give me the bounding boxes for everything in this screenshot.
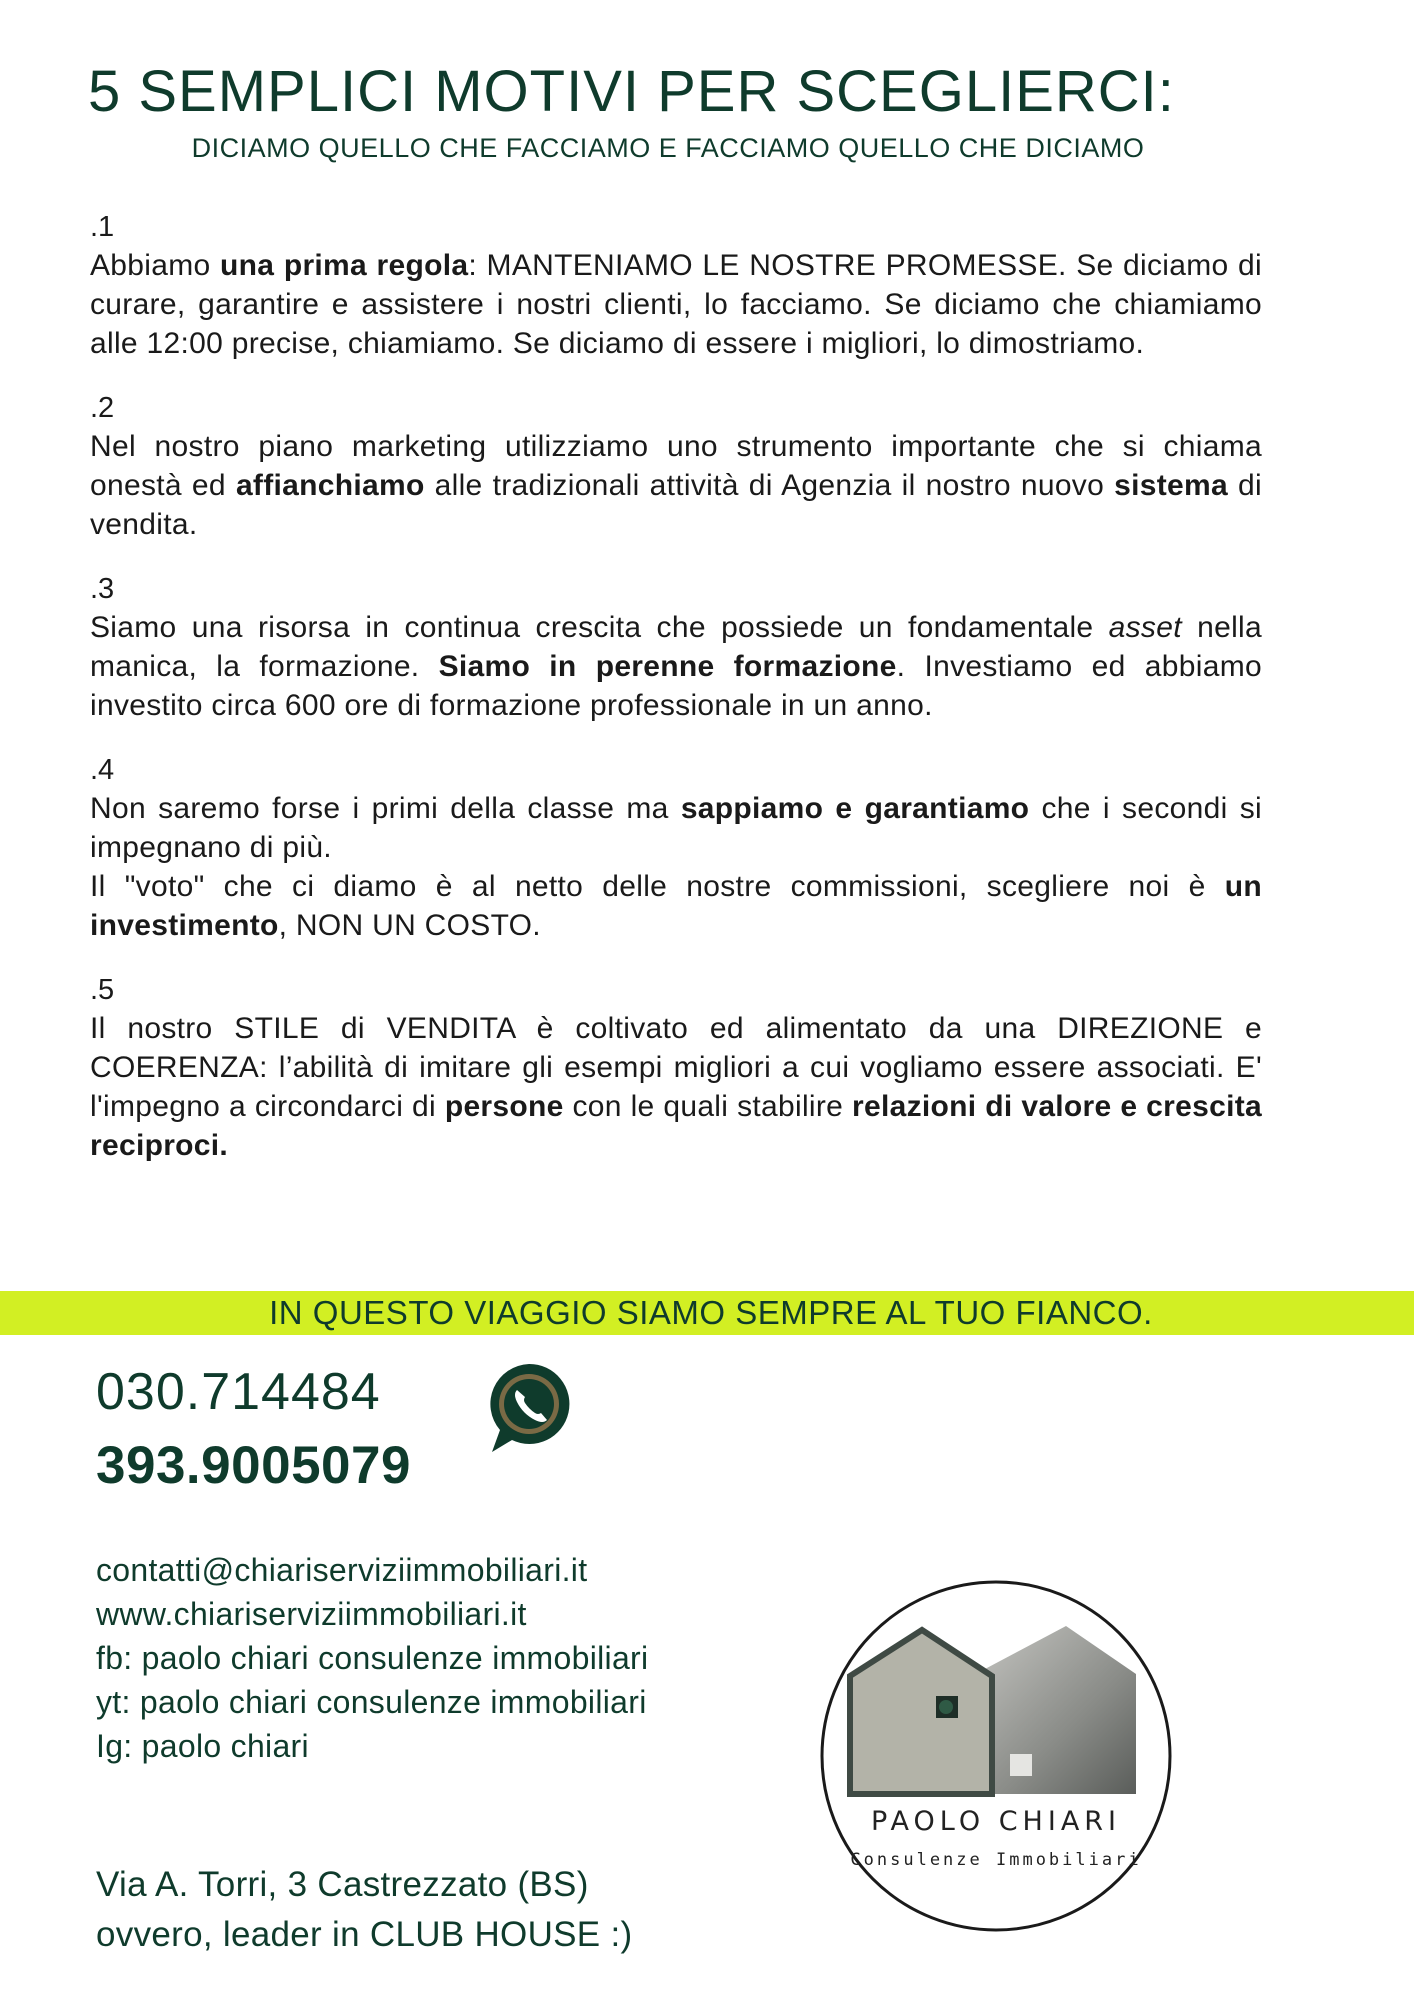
- emphasis-text: sappiamo e garantiamo: [680, 792, 1030, 825]
- reason-2: [90, 389, 1262, 544]
- emphasis-text: una prima regola: [220, 249, 469, 282]
- reason-text: Non saremo forse i primi della classe ma sappiamo e garantiamo che i secondi si impegnano di più. Il "voto" che ci diamo è al netto delle nostre commissioni, scegliere noi è un investimento, NON UN COSTO.: [90, 792, 1262, 942]
- reason-3: [90, 570, 1262, 725]
- reason-text: Il nostro STILE di VENDITA è coltivato ed alimentato da una DIREZIONE e COERENZA: l’abilità di imitare gli esempi migliori a cui vogliamo essere associati. E' l'impegno a circondarci di persone con le quali stabilire relazioni di valore e crescita reciproci.: [90, 1012, 1263, 1162]
- emphasis-text: persone: [444, 1090, 564, 1123]
- logo-name: PAOLO CHIARI: [870, 1806, 1122, 1837]
- reason-text: Nel nostro piano marketing utilizziamo uno strumento importante che si chiama onestà ed affianchiamo alle tradizionali attività di Agenzia il nostro nuovo sistema di vendita.: [90, 430, 1262, 541]
- instagram-link[interactable]: Ig: paolo chiari: [96, 1728, 309, 1764]
- landline-phone[interactable]: 030.714484: [96, 1363, 381, 1421]
- emphasis-text: Siamo in perenne formazione: [438, 650, 897, 683]
- reason-text: Siamo una risorsa in continua crescita che possiede un fondamentale asset nella manica, la formazione. Siamo in perenne formazione. Investiamo ed abbiamo investito circa 600 ore di formazione professionale in un anno.: [90, 611, 1262, 722]
- website-link[interactable]: www.chiariserviziimmobiliari.it: [96, 1596, 527, 1632]
- youtube-link[interactable]: yt: paolo chiari consulenze immobiliari: [96, 1684, 647, 1720]
- contacts-list: [96, 1548, 648, 1768]
- emphasis-text: relazioni di valore e crescita reciproci.: [90, 1090, 1263, 1162]
- company-logo: [818, 1578, 1174, 1934]
- address-tagline: ovvero, leader in CLUB HOUSE :): [96, 1915, 633, 1954]
- italic-text: asset: [1108, 611, 1182, 644]
- slogan-text: IN QUESTO VIAGGIO SIAMO SEMPRE AL TUO FIANCO.: [269, 1294, 1153, 1331]
- page-title: 5 SEMPLICI MOTIVI PER SCEGLIERCI:: [88, 59, 1175, 124]
- address-line: Via A. Torri, 3 Castrezzato (BS): [96, 1865, 589, 1904]
- page-subtitle: DICIAMO QUELLO CHE FACCIAMO E FACCIAMO QUELLO CHE DICIAMO: [191, 133, 1145, 163]
- email-link[interactable]: contatti@chiariserviziimmobiliari.it: [96, 1552, 588, 1588]
- reason-5: [90, 971, 1262, 1165]
- reason-4: [90, 751, 1262, 945]
- reason-number: .2: [90, 392, 115, 424]
- whatsapp-phone-icon[interactable]: [484, 1360, 574, 1454]
- facebook-link[interactable]: fb: paolo chiari consulenze immobiliari: [96, 1640, 649, 1676]
- reason-1: [90, 208, 1262, 363]
- slogan-banner: [0, 1291, 1414, 1335]
- reason-number: .1: [90, 211, 115, 243]
- emphasis-text: sistema: [1114, 469, 1228, 502]
- emphasis-text: un investimento: [90, 870, 1262, 942]
- reason-number: .4: [90, 754, 115, 786]
- logo-emblem: [818, 1578, 1174, 1934]
- reason-text: Abbiamo una prima regola: MANTENIAMO LE NOSTRE PROMESSE. Se diciamo di curare, garantire e assistere i nostri clienti, lo facciamo. Se diciamo che chiamiamo alle 12:00 precise, chiamiamo. Se diciamo di essere i migliori, lo dimostriamo.: [90, 249, 1263, 360]
- mobile-phone[interactable]: 393.9005079: [96, 1436, 411, 1495]
- reason-number: .5: [90, 974, 115, 1006]
- logo-tagline: Consulenze Immobiliari: [850, 1850, 1142, 1870]
- address-block: [96, 1860, 632, 1960]
- reasons-list: [90, 208, 1262, 1191]
- reason-number: .3: [90, 573, 115, 605]
- emphasis-text: affianchiamo: [235, 469, 425, 502]
